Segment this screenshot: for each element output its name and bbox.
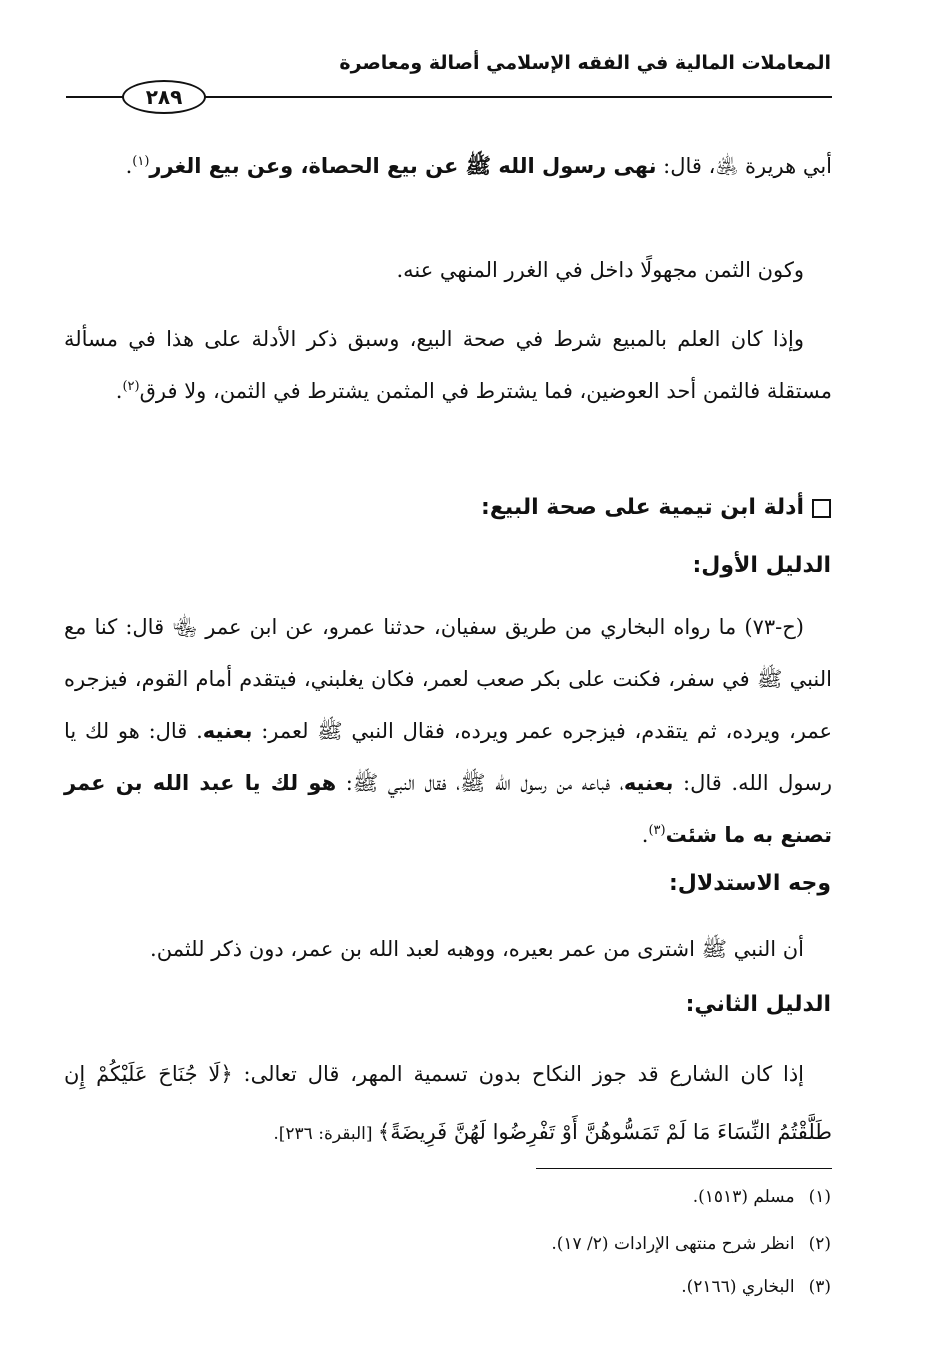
footnote-ref-2: (٢) [122,379,140,394]
p6-lead: إذا كان الشارع قد جوز النكاح بدون تسمية المهر، قال تعالى: [232,1062,804,1086]
footnote-number: (١) [808,1187,831,1207]
page-number: ٢٨٩ [122,80,206,114]
paragraph-3 [64,313,832,417]
p4-a: (ح-٧٣) ما رواه البخاري من طريق سفيان، حدثنا عمرو، عن ابن عمر ﵄ قال: كنا مع النبي ﷺ في سفر، فكنت على بكر صعب لعمر، فكان يغلبني، فيتقدم أمام القوم، فيزجره عمر، ويرده، ثم يتقدم، فيزجره عمر ويرده، فقال النبي ﷺ لعمر: [64,615,832,743]
paragraph-2: وكون الثمن مجهولًا داخل في الغرر المنهي عنه. [396,258,804,282]
paragraph-4 [64,601,832,861]
footnote-ref-3: (٣) [648,823,666,838]
p4-g: . [641,823,649,847]
footnote-text: البخاري (٢١٦٦). [681,1277,795,1297]
checkbox-icon [812,499,831,518]
p1-end: . [125,154,133,178]
footnote-text: انظر شرح منتهى الإرادات (٢/ ١٧). [551,1234,795,1254]
paragraph-5: أن النبي ﷺ اشترى من عمر بعيره، ووهبه لعبد الله بن عمر، دون ذكر للثمن. [150,937,804,961]
footnote-1 [693,1187,831,1207]
p4-e: ، فباعه من رسول الله ﷺ، فقال النبي ﷺ: [336,771,624,795]
p4-f: هو لك يا عبد الله بن عمر تصنع به ما شئت [64,771,832,847]
p4-b: بعنيه [202,719,253,743]
inference-title: وجه الاستدلال: [668,871,831,896]
footnote-number: (٢) [808,1234,831,1254]
paragraph-1 [64,141,832,191]
running-title: المعاملات المالية في الفقه الإسلامي أصالة ومعاصرة [339,52,831,74]
p1-hadith: نهى رسول الله ﷺ عن بيع الحصاة، وعن بيع الغرر [149,154,657,178]
paragraph-6 [64,1045,832,1163]
p3-end: . [115,379,123,403]
footnote-ref-1: (١) [132,154,150,169]
footnote-separator [536,1168,832,1169]
section-heading [481,490,831,526]
p4-d: بعنيه [623,771,674,795]
verse-reference: [البقرة: ٢٣٦]. [273,1124,378,1144]
quran-verse: ﴿لَا جُنَاحَ عَلَيْكُمْ إِن طَلَّقْتُمُ النِّسَاءَ مَا لَمْ تَمَسُّوهُنَّ أَوْ تَفْرِضُوا لَهُنَّ فَرِيضَةً﴾ [64,1062,832,1144]
footnote-number: (٣) [808,1277,831,1297]
footnote-3 [681,1277,831,1297]
p3-text: وإذا كان العلم بالمبيع شرط في صحة البيع، وسبق ذكر الأدلة على هذا في مسألة مستقلة فالثمن أحد العوضين، فما يشترط في المثمن يشترط في الثمن، ولا فرق [64,327,832,403]
footnote-2 [551,1234,831,1254]
p4-c: . قال: هو لك يا رسول الله. قال: [64,719,833,795]
second-evidence-title: الدليل الثاني: [685,992,831,1017]
p1-lead: أبي هريرة ﵁، قال: [656,154,832,178]
section-heading-text: أدلة ابن تيمية على صحة البيع: [481,495,804,520]
first-evidence-title: الدليل الأول: [692,553,831,578]
footnote-text: مسلم (١٥١٣). [692,1187,795,1207]
